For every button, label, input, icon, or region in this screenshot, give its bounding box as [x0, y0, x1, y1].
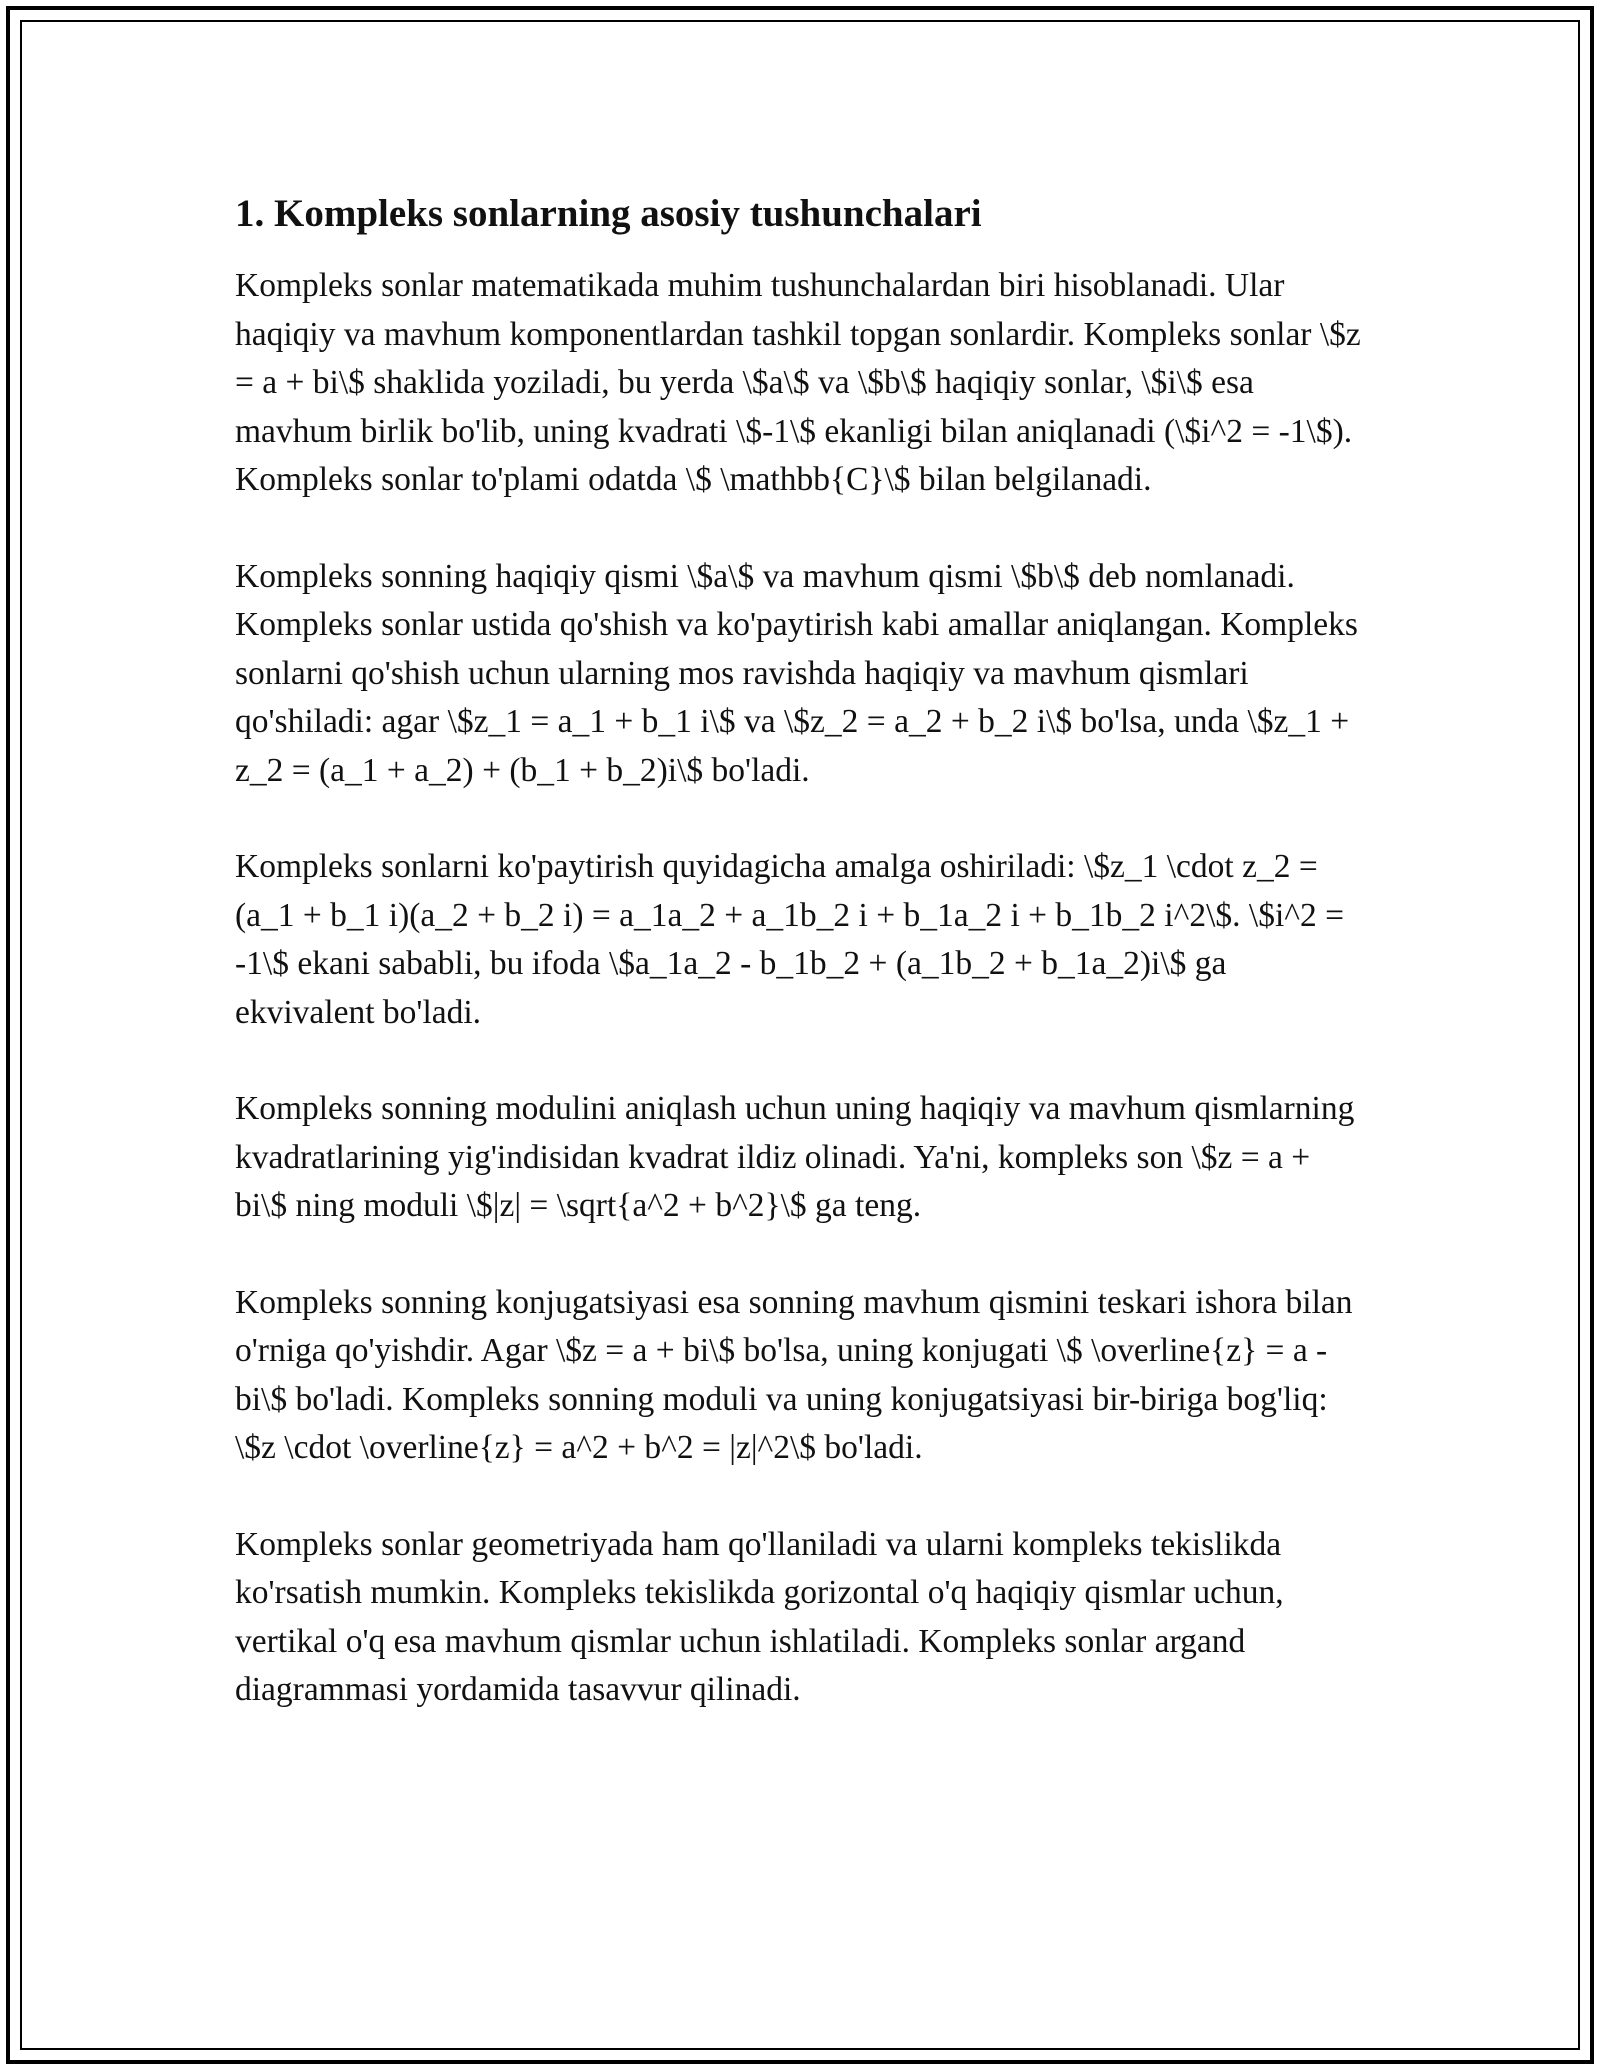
paragraph-addition: Kompleks sonning haqiqiy qismi \$a\$ va mavhum qismi \$b\$ deb nomlanadi. Kompleks sonlar ustida qo'shish va ko'paytirish kabi amallar aniqlangan. Kompleks sonlarni qo'shish uchun ularning mos ravishda haqiqiy va mavhum qismlari qo'shiladi: agar \$z_1 = a_1 + b_1 i\$ va \$z_2 = a_2 + b_2 i\$ bo'lsa, unda \$z_1 + z_2 = (a_1 + a_2) + (b_1 + b_2)i\$ bo'ladi.	[235, 557, 1358, 789]
paragraph-modulus: Kompleks sonning modulini aniqlash uchun uning haqiqiy va mavhum qismlarning kvadratlarining yig'indisidan kvadrat ildiz olinadi. Ya'ni, kompleks son \$z = a + bi\$ ning moduli \$|z| = \sqrt{a^2 + b^2}\$ ga teng.	[235, 1090, 1355, 1224]
paragraph-definition: Kompleks sonlar matematikada muhim tushunchalardan biri hisoblanadi. Ular haqiqiy va mavhum komponentlardan tashkil topgan sonlardir. Kompleks sonlar \$z = a + bi\$ shaklida yoziladi, bu yerda \$a\$ va \$b\$ haqiqiy sonlar, \$i\$ esa mavhum birlik bo'lib, uning kvadrati \$-1\$ ekanligi bilan aniqlanadi (\$i^2 = -1\$). Kompleks sonlar to'plami odatda \$ \mathbb{C}\$ bilan belgilanadi.	[235, 267, 1361, 498]
paragraph-conjugate: Kompleks sonning konjugatsiyasi esa sonning mavhum qismini teskari ishora bilan o'rniga qo'yishdir. Agar \$z = a + bi\$ bo'lsa, uning konjugati \$ \overline{z} = a - bi\$ bo'ladi. Kompleks sonning moduli va uning konjugatsiyasi bir-biriga bog'liq: \$z \cdot \overline{z} = a^2 + b^2 = |z|^2\$ bo'ladi.	[235, 1283, 1353, 1466]
paragraph-geometry: Kompleks sonlar geometriyada ham qo'llaniladi va ularni kompleks tekislikda ko'rsatish mumkin. Kompleks tekislikda gorizontal o'q haqiqiy qismlar uchun, vertikal o'q esa mavhum qismlar uchun ishlatiladi. Kompleks sonlar argand diagrammasi yordamida tasavvur qilinadi.	[235, 1525, 1284, 1708]
document-body	[235, 188, 1365, 1763]
paragraph-multiplication: Kompleks sonlarni ko'paytirish quyidagicha amalga oshiriladi: \$z_1 \cdot z_2 = (a_1 + b_1 i)(a_2 + b_2 i) = a_1a_2 + a_1b_2 i + b_1a_2 i + b_1b_2 i^2\$. \$i^2 = -1\$ ekani sababli, bu ifoda \$a_1a_2 - b_1b_2 + (a_1b_2 + b_1a_2)i\$ ga ekvivalent bo'ladi.	[235, 848, 1344, 1031]
section-heading: 1. Kompleks sonlarning asosiy tushunchalari	[235, 192, 982, 235]
